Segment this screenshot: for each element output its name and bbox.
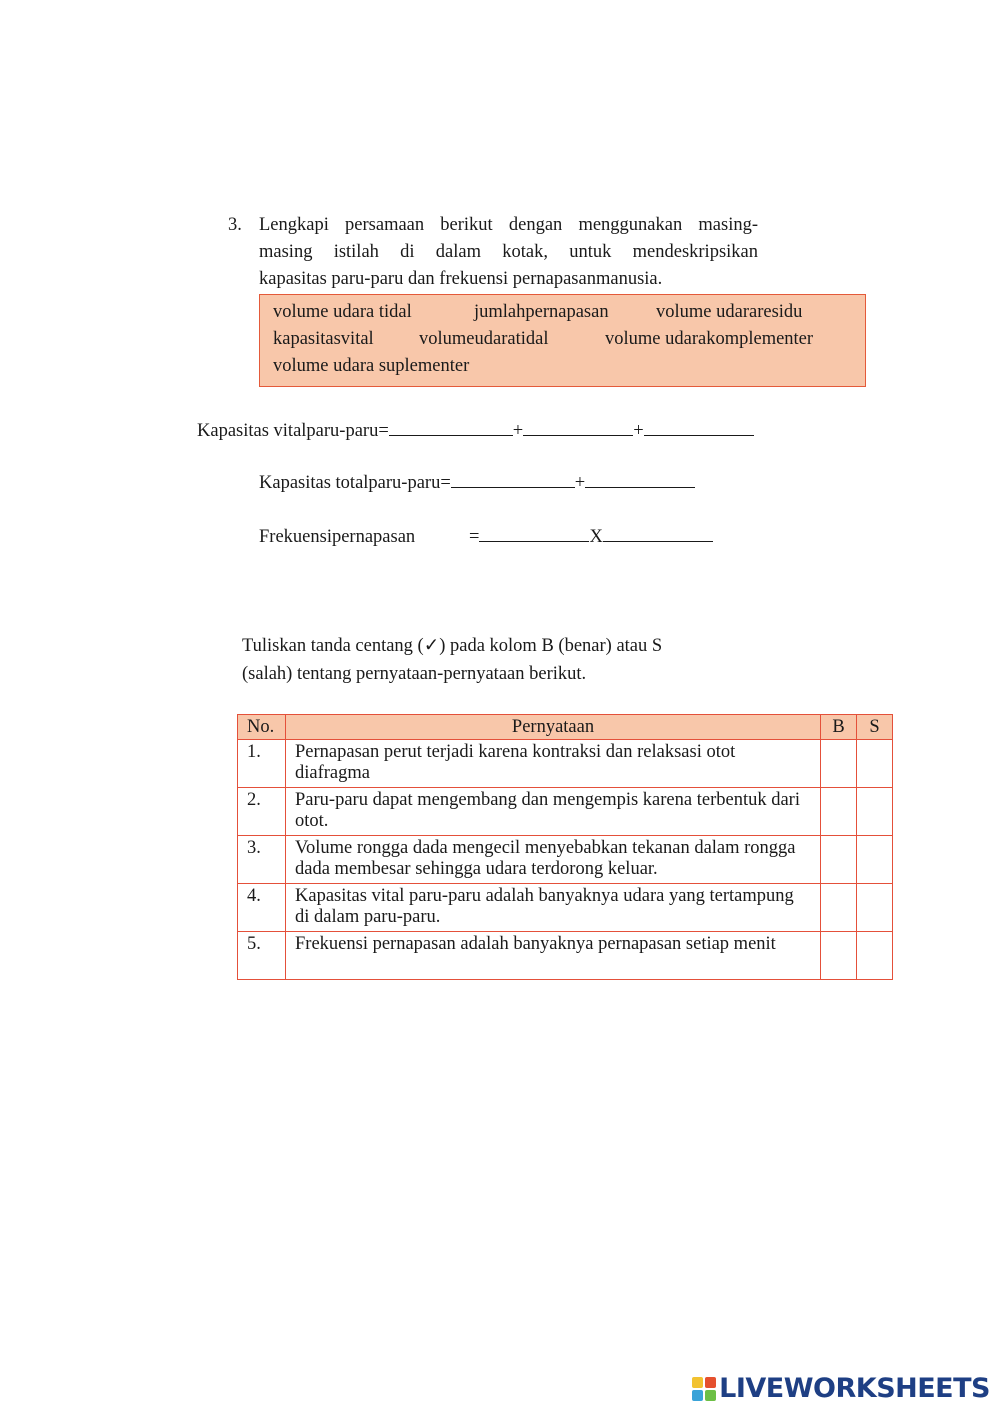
equation-breathing-frequency [259,524,415,550]
word-bank-item[interactable]: volumeudaratidal [419,329,549,349]
column-header-statement: Pernyataan [286,715,821,740]
benar-checkbox-cell[interactable] [821,836,857,884]
plus-sign: + [574,473,586,493]
answer-blank[interactable] [523,418,633,436]
benar-checkbox-cell[interactable] [821,788,857,836]
question-line: kapasitas paru-paru dan frekuensi pernapasanmanusia. [259,269,663,289]
word-bank-item[interactable]: volume udara tidal [273,302,412,322]
column-header-no: No. [238,715,286,740]
equation-total-capacity [259,470,695,496]
table-row [238,932,893,980]
row-statement: Frekuensi pernapasan adalah banyaknya pernapasan setiap menit [286,932,821,980]
row-number: 2. [238,788,286,836]
benar-checkbox-cell[interactable] [821,740,857,788]
question-number: 3. [228,215,242,235]
table-row [238,884,893,932]
liveworksheets-logo-icon [692,1377,716,1401]
logo-text: LIVEWORKSHEETS [719,1373,990,1404]
logo-square [692,1377,703,1388]
benar-checkbox-cell[interactable] [821,932,857,980]
row-statement: Pernapasan perut terjadi karena kontraksi dan relaksasi otot diafragma [286,740,821,788]
table-row [238,740,893,788]
column-header-s: S [857,715,893,740]
table-row [238,836,893,884]
logo-square [705,1377,716,1388]
row-number: 5. [238,932,286,980]
word-bank-item[interactable]: volume udarakomplementer [605,329,814,349]
logo-square [705,1390,716,1401]
statement-table [237,714,893,980]
row-statement: Paru-paru dapat mengembang dan mengempis karena terbentuk dari otot. [286,788,821,836]
salah-checkbox-cell[interactable] [857,932,893,980]
row-number: 1. [238,740,286,788]
table-row [238,788,893,836]
answer-blank[interactable] [644,418,754,436]
question-line: Lengkapi persamaan berikut dengan menggunakan masing- [259,215,758,235]
column-header-b: B [821,715,857,740]
answer-blank[interactable] [585,470,695,488]
table-header-row [238,715,893,740]
word-bank-item[interactable]: volume udara suplementer [273,356,470,376]
word-bank-box [259,294,866,387]
question-text [259,212,758,293]
row-number: 3. [238,836,286,884]
word-bank-item[interactable]: volume udararesidu [656,302,803,322]
benar-checkbox-cell[interactable] [821,884,857,932]
answer-blank[interactable] [389,418,513,436]
question-line: masing istilah di dalam kotak, untuk mendeskripsikan [259,242,758,262]
salah-checkbox-cell[interactable] [857,836,893,884]
salah-checkbox-cell[interactable] [857,788,893,836]
salah-checkbox-cell[interactable] [857,884,893,932]
plus-sign: + [512,421,524,441]
instruction-line: (salah) tentang pernyataan-pernyataan berikut. [242,664,587,684]
instruction-line: Tuliskan tanda centang (✓) pada kolom B (benar) atau S [242,636,663,656]
equation-label: Frekuensipernapasan [259,527,416,547]
row-statement: Kapasitas vital paru-paru adalah banyaknya udara yang tertampung di dalam paru-paru. [286,884,821,932]
salah-checkbox-cell[interactable] [857,740,893,788]
word-bank-item[interactable]: kapasitasvital [273,329,374,349]
equals-sign: = [469,527,480,547]
word-bank-item[interactable]: jumlahpernapasan [474,302,609,322]
equation-label: Kapasitas vitalparu-paru= [197,421,389,441]
liveworksheets-logo[interactable] [692,1374,990,1404]
answer-blank[interactable] [603,524,713,542]
times-sign: X [589,527,603,547]
row-statement: Volume rongga dada mengecil menyebabkan tekanan dalam rongga dada membesar sehingga udara terdorong keluar. [286,836,821,884]
answer-blank[interactable] [451,470,575,488]
logo-square [692,1390,703,1401]
equation-vital-capacity [197,418,754,444]
answer-blank[interactable] [479,524,589,542]
row-number: 4. [238,884,286,932]
equation-breathing-frequency-answer [469,524,713,550]
equation-label: Kapasitas totalparu-paru= [259,473,451,493]
plus-sign: + [633,421,644,441]
instruction-text [242,632,762,688]
